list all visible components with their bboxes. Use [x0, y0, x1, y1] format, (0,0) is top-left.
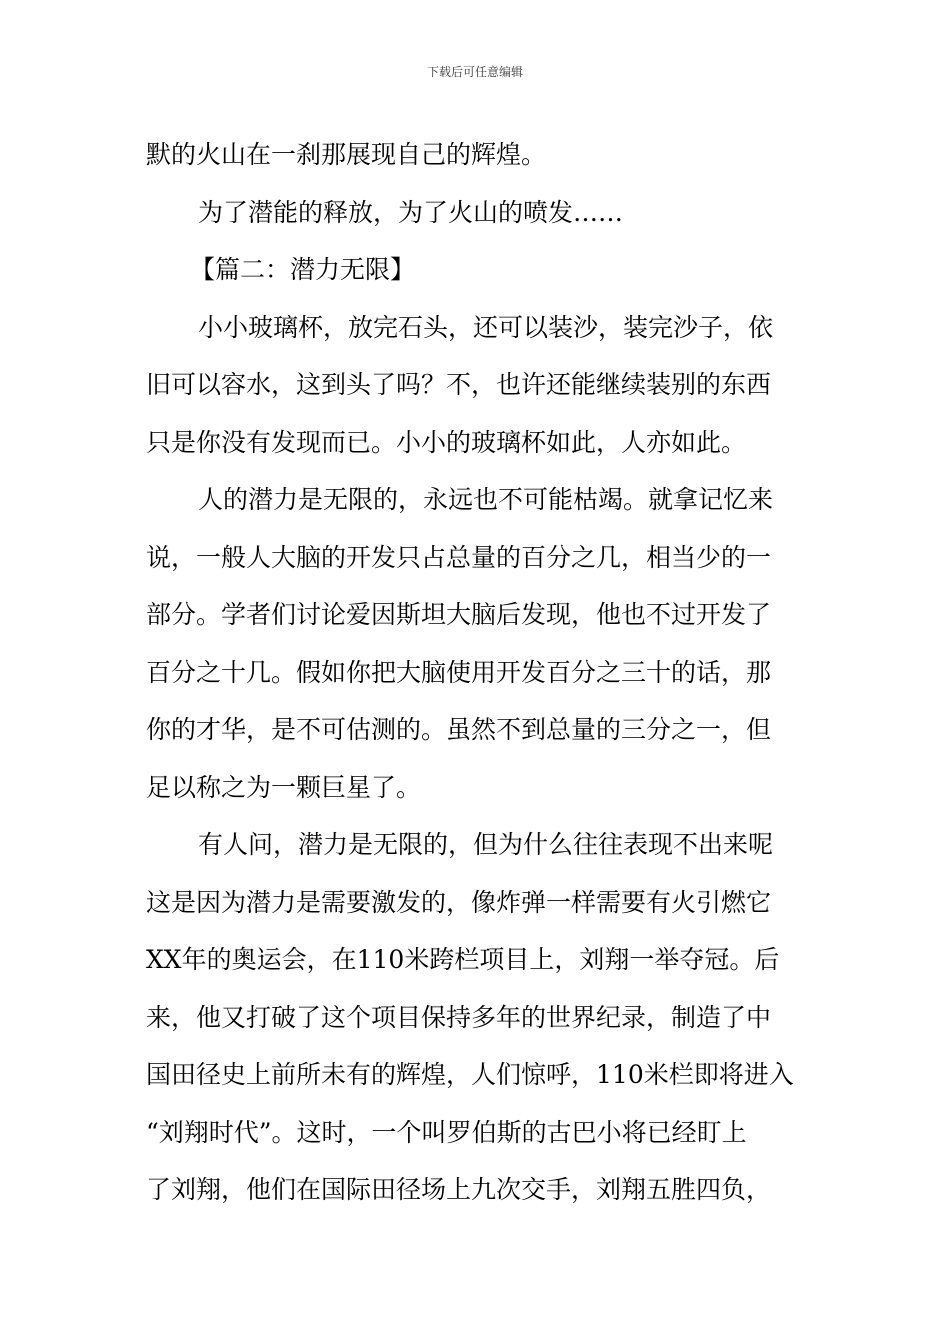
text-line: XX年的奥运会，在110米跨栏项目上，刘翔一举夺冠。后	[146, 945, 780, 974]
page-header: 下载后可任意编辑	[426, 65, 523, 79]
text-line: 说，一般人大脑的开发只占总量的百分之几，相当少的一	[146, 542, 772, 572]
text-line: 旧可以容水，这到头了吗？不，也许还能继续装别的东西	[146, 370, 772, 399]
section-heading: 【篇二：潜力无限】	[190, 255, 416, 284]
text-line: 为了潜能的释放，为了火山的喷发……	[198, 197, 624, 227]
text-line: 了刘翔，他们在国际田径场上九次交手，刘翔五胜四负，	[146, 1175, 772, 1204]
text-line: 来，他又打破了这个项目保持多年的世界纪录，制造了中	[146, 1002, 772, 1032]
text-line: 部分。学者们讨论爱因斯坦大脑后发现，他也不过开发了	[146, 600, 772, 629]
text-line: 你的才华，是不可估测的。虽然不到总量的三分之一，但	[146, 715, 772, 744]
text-line: 国田径史上前所未有的辉煌，人们惊呼，110米栏即将进入	[146, 1060, 794, 1089]
body-text	[146, 126, 806, 1219]
text-line: 人的潜力是无限的，永远也不可能枯竭。就拿记忆来	[198, 485, 774, 514]
text-line: 默的火山在一刹那展现自己的辉煌。	[146, 140, 547, 169]
text-line: 这是因为潜力是需要激发的，像炸弹一样需要有火引燃它	[146, 887, 772, 917]
text-line: 有人问，潜力是无限的，但为什么往往表现不出来呢	[198, 830, 774, 859]
text-line: 只是你没有发现而已。小小的玻璃杯如此，人亦如此。	[146, 427, 747, 457]
text-line: 足以称之为一颗巨星了。	[146, 772, 422, 802]
text-line: 小小玻璃杯，放完石头，还可以装沙，装完沙子，依	[198, 312, 774, 342]
text-line: 百分之十几。假如你把大脑使用开发百分之三十的话，那	[146, 657, 772, 687]
text-line: “刘翔时代”。这时，一个叫罗伯斯的古巴小将已经盯上	[146, 1117, 747, 1147]
